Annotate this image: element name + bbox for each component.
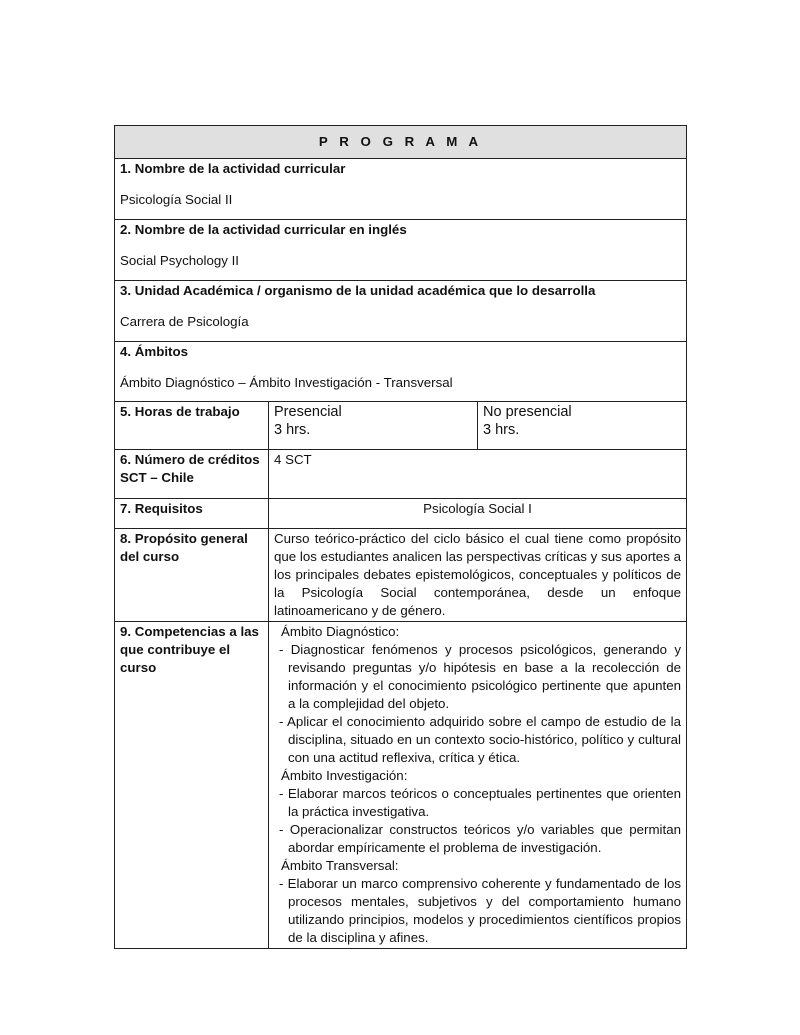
section-value: Ámbito Diagnóstico – Ámbito Investigación - Transversal xyxy=(120,375,453,390)
section-nombre-ingles xyxy=(115,220,687,281)
section-label: 4. Ámbitos xyxy=(120,344,188,359)
requisitos-label xyxy=(115,499,269,529)
section-value: Social Psychology II xyxy=(120,253,239,268)
label: 8. Propósito general del curso xyxy=(120,531,248,564)
competencias-list xyxy=(269,622,687,949)
programa-table xyxy=(114,125,687,949)
section-label: 3. Unidad Académica / organismo de la unidad académica que lo desarrolla xyxy=(120,283,596,298)
creditos-label xyxy=(115,450,269,499)
group-title: Ámbito Diagnóstico: xyxy=(281,624,400,639)
horas-no-presencial xyxy=(478,402,687,450)
section-label: 2. Nombre de la actividad curricular en inglés xyxy=(120,222,407,237)
list-item: - Elaborar un marco comprensivo coherente y fundamentado de los procesos mentales, subjetivos y del comportamiento humano utilizando principios, modelos y procedimientos científicos propios de la disciplina y afines. xyxy=(279,876,681,945)
section-ambitos xyxy=(115,342,687,402)
section-value: Psicología Social II xyxy=(120,192,233,207)
proposito-value: Curso teórico-práctico del ciclo básico el cual tiene como propósito que los estudiantes analicen las perspectivas críticas y sus aportes a los principales debates epistemológicos, conceptuales y políticos de la Psicología Social contemporánea, desde un enfoque latinoamericano y de género. xyxy=(269,529,687,622)
section-value: Carrera de Psicología xyxy=(120,314,249,329)
table-title: P R O G R A M A xyxy=(115,126,687,159)
label: Presencial xyxy=(274,404,342,420)
list-item: - Aplicar el conocimiento adquirido sobre el campo de estudio de la disciplina, situado en un contexto socio-histórico, político y cultural con una actitud reflexiva, crítica y ética. xyxy=(279,714,681,765)
label: No presencial xyxy=(483,404,572,420)
creditos-value: 4 SCT xyxy=(269,450,687,499)
value: 3 hrs. xyxy=(274,422,311,438)
group-title: Ámbito Investigación: xyxy=(281,768,408,783)
label: 9. Competencias a las que contribuye el curso xyxy=(120,624,259,675)
section-label: 1. Nombre de la actividad curricular xyxy=(120,161,346,176)
section-nombre xyxy=(115,159,687,220)
label: 5. Horas de trabajo xyxy=(120,404,240,419)
proposito-label xyxy=(115,529,269,622)
horas-presencial xyxy=(269,402,478,450)
horas-label xyxy=(115,402,269,450)
label: 6. Número de créditos SCT – Chile xyxy=(120,452,260,485)
value: 3 hrs. xyxy=(483,422,520,438)
competencias-label xyxy=(115,622,269,949)
requisitos-value: Psicología Social I xyxy=(269,499,687,529)
label: 7. Requisitos xyxy=(120,501,203,516)
list-item: - Operacionalizar constructos teóricos y/o variables que permitan abordar empíricamente el problema de investigación. xyxy=(279,822,681,855)
list-item: - Diagnosticar fenómenos y procesos psicológicos, generando y revisando preguntas y/o hipótesis en base a la recolección de información y el conocimiento psicológico pertinente que apunten a la complejidad del objeto. xyxy=(279,642,681,711)
group-title: Ámbito Transversal: xyxy=(281,858,399,873)
section-unidad xyxy=(115,281,687,342)
list-item: - Elaborar marcos teóricos o conceptuales pertinentes que orienten la práctica investigativa. xyxy=(279,786,681,819)
